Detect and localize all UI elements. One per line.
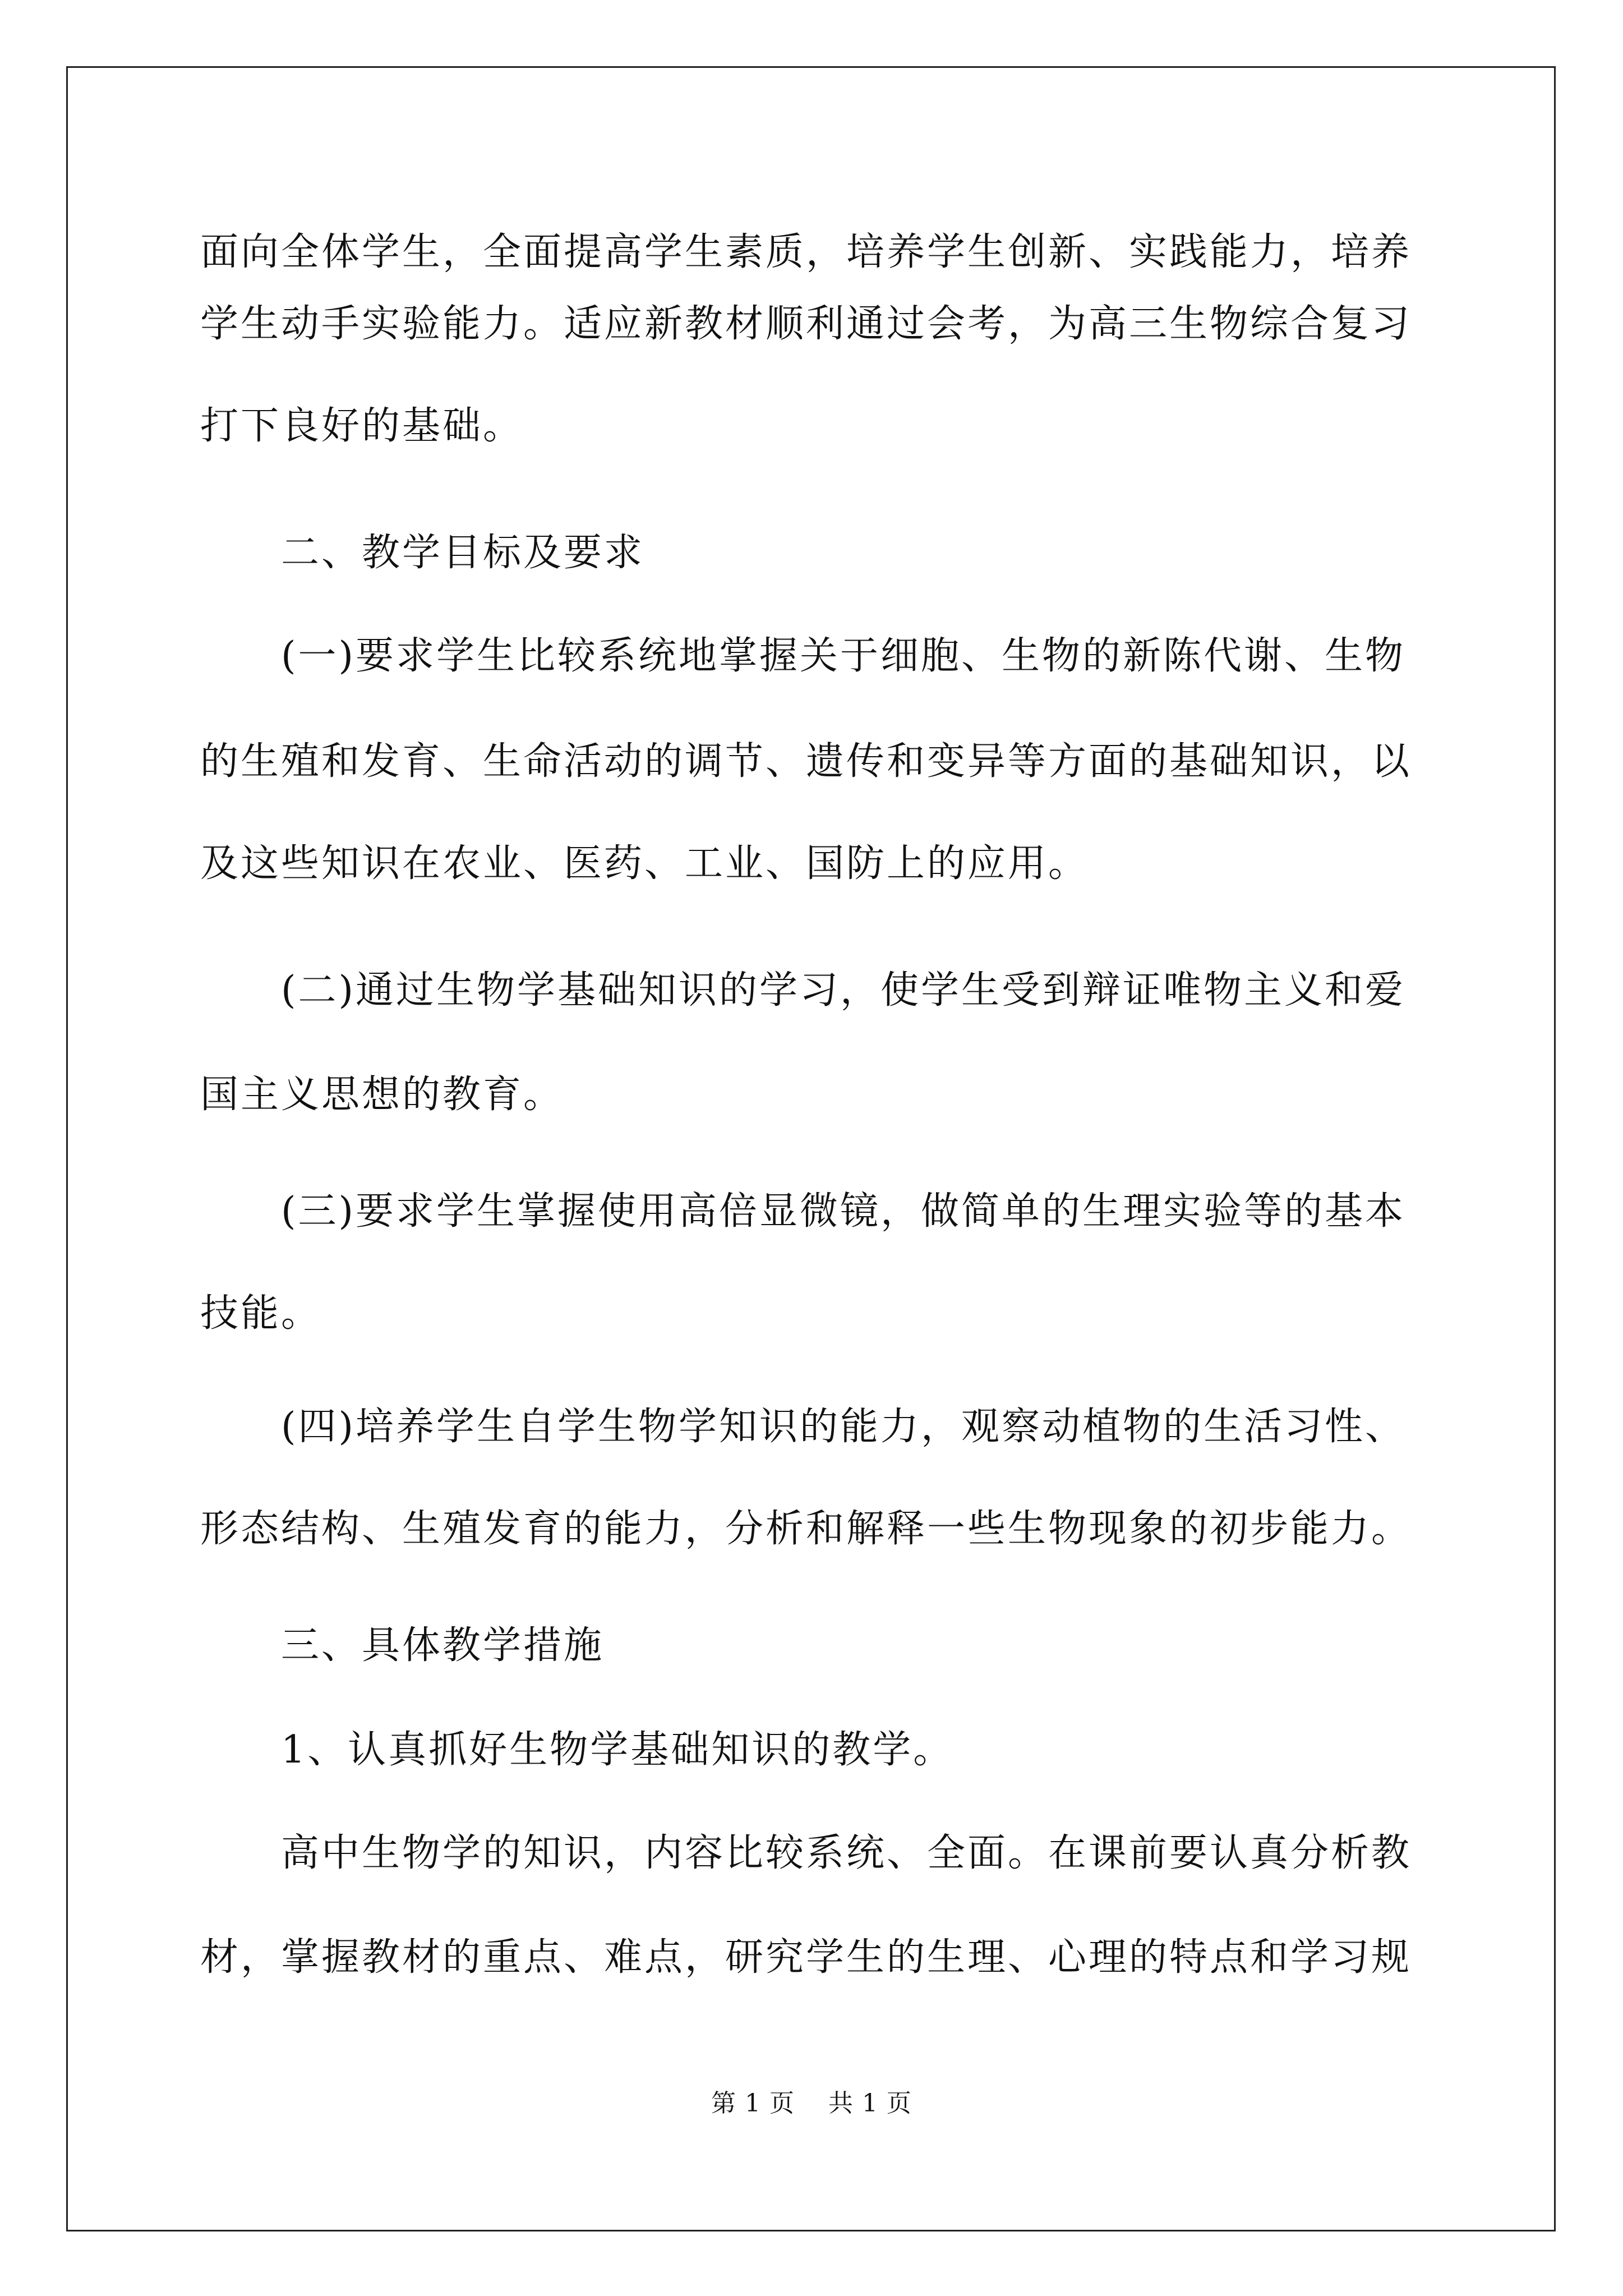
paragraph-line: 学生动手实验能力。适应新教材顺利通过会考，为高三生物综合复习 [200,302,1412,346]
paragraph-line: (三)要求学生掌握使用高倍显微镜，做简单的生理实验等的基本 [281,1189,1406,1234]
paragraph-line: 国主义思想的教育。 [200,1073,564,1117]
paragraph-line: 形态结构、生殖发育的能力，分析和解释一些生物现象的初步能力。 [200,1507,1412,1551]
paragraph-line: (四)培养学生自学生物学知识的能力，观察动植物的生活习性、 [281,1405,1406,1449]
paragraph-line: 1、认真抓好生物学基础知识的教学。 [281,1728,954,1772]
section-heading: 二、教学目标及要求 [281,531,645,575]
paragraph-line: 面向全体学生，全面提高学生素质，培养学生创新、实践能力，培养 [200,230,1412,274]
paragraph-line: (二)通过生物学基础知识的学习，使学生受到辩证唯物主义和爱 [281,968,1406,1013]
paragraph-line: 打下良好的基础。 [200,404,524,448]
paragraph-line: 的生殖和发育、生命活动的调节、遗传和变异等方面的基础知识，以 [200,739,1412,784]
section-heading: 三、具体教学措施 [281,1623,605,1668]
page-border [66,66,1556,2231]
paragraph-line: 高中生物学的知识，内容比较系统、全面。在课前要认真分析教 [281,1831,1412,1875]
paragraph-line: 技能。 [200,1291,322,1336]
paragraph-line: 及这些知识在农业、医药、工业、国防上的应用。 [200,841,1089,886]
page-number-footer: 第 1 页 共 1 页 [711,2089,912,2118]
paragraph-line: (一)要求学生比较系统地掌握关于细胞、生物的新陈代谢、生物 [281,634,1406,678]
paragraph-line: 材，掌握教材的重点、难点，研究学生的生理、心理的特点和学习规 [200,1935,1412,1980]
